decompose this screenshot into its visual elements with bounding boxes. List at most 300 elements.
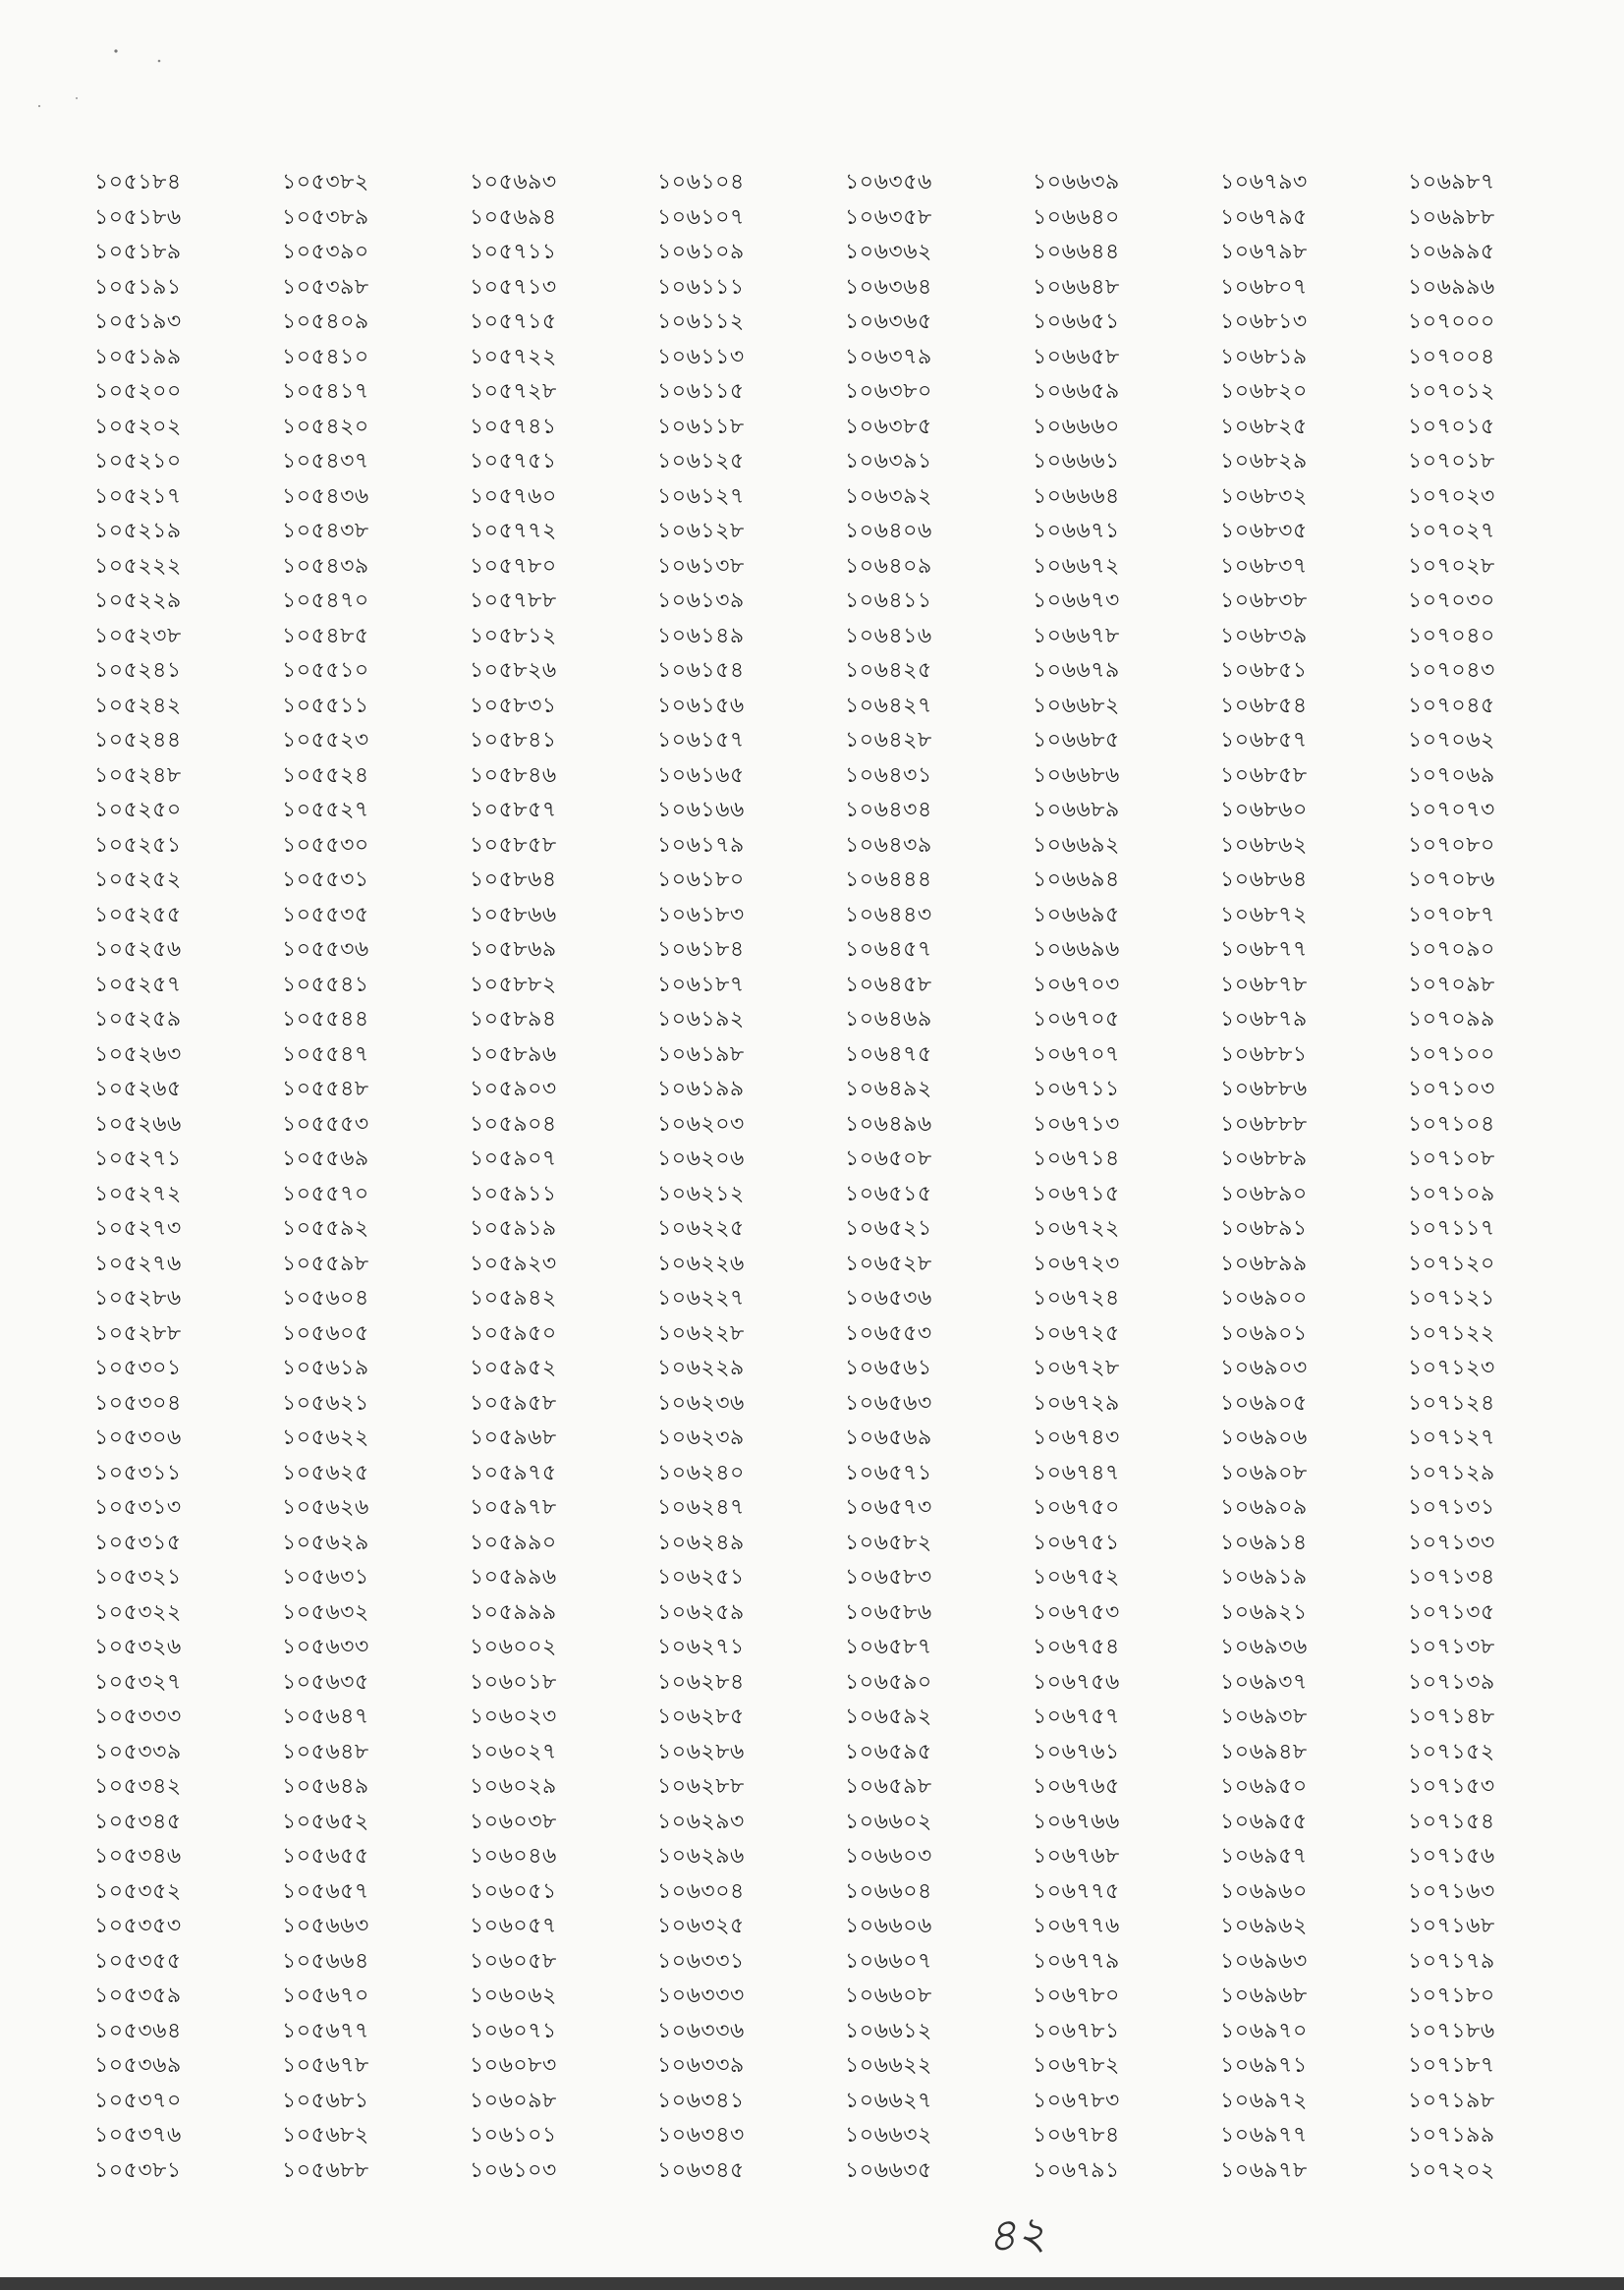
roll-number: ১০৫৬৫৫ [282, 1844, 369, 1869]
roll-number: ১০৬৬৩৫ [845, 2157, 932, 2183]
roll-number: ১০৬৮৩৫ [1220, 519, 1308, 543]
roll-number: ১০৭১৩৫ [1408, 1599, 1495, 1625]
roll-number: ১০৬৬৬১ [1033, 449, 1120, 474]
roll-number: ১০৫২৭৩ [94, 1216, 182, 1241]
roll-number: ১০৫৩৮৯ [282, 204, 369, 230]
roll-number: ১০৭০৯৯ [1408, 1007, 1495, 1032]
roll-number: ১০৬৮৮৮ [1220, 1111, 1308, 1137]
roll-number: ১০৬২২৯ [657, 1356, 745, 1380]
roll-number: ১০৭১৯৮ [1408, 2088, 1495, 2113]
roll-number: ১০৬১৪৯ [657, 623, 745, 648]
roll-number: ১০৫৫৭০ [282, 1181, 369, 1206]
page-number: ৪২ [984, 2205, 1048, 2263]
roll-number: ১০৭১৫৬ [1408, 1844, 1495, 1869]
roll-number: ১০৭১৫৪ [1408, 1809, 1495, 1834]
roll-number: ১০৬৭৪৭ [1033, 1460, 1120, 1485]
roll-number: ১০৬৭১১ [1033, 1077, 1120, 1101]
roll-number: ১০৬৮৫৮ [1220, 762, 1308, 788]
roll-number: ১০৬০৫১ [470, 1878, 557, 1904]
roll-number: ১০৬১০১ [470, 2123, 557, 2148]
roll-number: ১০৬৬৫৮ [1033, 344, 1120, 369]
roll-number: ১০৭১৪৮ [1408, 1704, 1495, 1729]
roll-number: ১০৬২২৮ [657, 1320, 745, 1346]
roll-number: ১০৭০৯০ [1408, 937, 1495, 962]
roll-number: ১০৬৯৮৭ [1408, 170, 1495, 195]
roll-number: ১০৬৫৭৩ [845, 1495, 932, 1520]
roll-number: ১০৫৮৬৪ [470, 867, 557, 892]
roll-number: ১০৫১৯৩ [94, 309, 182, 334]
roll-number: ১০৭১৬৮ [1408, 1914, 1495, 1938]
roll-number: ১০৫৭৫১ [470, 449, 557, 474]
roll-number: ১০৫৫৯৮ [282, 1251, 369, 1276]
roll-number: ১০৫২৫৯ [94, 1007, 182, 1032]
roll-number: ১০৬৭৫০ [1033, 1495, 1120, 1520]
roll-number: ১০৬৭০৩ [1033, 972, 1120, 997]
roll-number: ১০৬১১৮ [657, 414, 745, 439]
roll-number: ১০৫৪৩৮ [282, 519, 369, 543]
roll-number: ১০৭১৫২ [1408, 1739, 1495, 1764]
roll-number: ১০৬০৫৮ [470, 1948, 557, 1974]
roll-number: ১০৬১১১ [657, 274, 745, 300]
roll-number: ১০৫৯৭৮ [470, 1495, 557, 1520]
roll-number: ১০৫৫৫৩ [282, 1111, 369, 1137]
roll-number: ১০৬৭৯১ [1033, 2157, 1120, 2183]
roll-number: ১০৬৬৩২ [845, 2123, 932, 2148]
roll-number: ১০৬৮০৭ [1220, 274, 1308, 300]
roll-number: ১০৬৫৯৮ [845, 1774, 932, 1799]
roll-number: ১০৫৯৯৬ [470, 1565, 557, 1590]
roll-number: ১০৬১৮৪ [657, 937, 745, 962]
roll-number: ১০৬৭২২ [1033, 1216, 1120, 1241]
roll-number: ১০৫৬২৬ [282, 1495, 369, 1520]
roll-number: ১০৫৬৭৭ [282, 2018, 369, 2043]
roll-number: ১০৫৮৬৯ [470, 937, 557, 962]
roll-number: ১০৬৮৯৯ [1220, 1251, 1308, 1276]
roll-number: ১০৬৬৮৫ [1033, 728, 1120, 753]
roll-number: ১০৫৮৫৮ [470, 832, 557, 858]
roll-number: ১০৬৫৭১ [845, 1460, 932, 1485]
roll-number: ১০৫৫২৩ [282, 728, 369, 753]
roll-number: ১০৬৬০৩ [845, 1844, 932, 1869]
roll-number: ১০৫৮৪৬ [470, 762, 557, 788]
roll-number: ১০৬৩০৪ [657, 1878, 745, 1904]
roll-number: ১০৫৬৪৯ [282, 1774, 369, 1799]
roll-number: ১০৫৭১১ [470, 240, 557, 264]
roll-number: ১০৬৯৬০ [1220, 1878, 1308, 1904]
roll-number: ১০৫২৭৬ [94, 1251, 182, 1276]
roll-number: ১০৬৯০৩ [1220, 1356, 1308, 1380]
roll-number: ১০৫৩৭৬ [94, 2123, 182, 2148]
roll-number: ১০৫৬৭৮ [282, 2053, 369, 2078]
roll-number: ১০৭১০৮ [1408, 1146, 1495, 1171]
roll-number: ১০৬৯০৮ [1220, 1460, 1308, 1485]
roll-number: ১০৬১৫৬ [657, 693, 745, 718]
roll-number: ১০৬১১৩ [657, 344, 745, 369]
roll-number: ১০৭১০৯ [1408, 1181, 1495, 1206]
roll-number: ১০৭১৮৬ [1408, 2018, 1495, 2043]
roll-number: ১০৬৮৫৪ [1220, 693, 1308, 718]
roll-number: ১০৭১২১ [1408, 1286, 1495, 1311]
roll-number: ১০৫৬৯৪ [470, 204, 557, 230]
roll-number: ১০৬০৯৮ [470, 2088, 557, 2113]
roll-number: ১০৬৮৬০ [1220, 798, 1308, 822]
roll-number: ১০৬৮১৩ [1220, 309, 1308, 334]
roll-number: ১০৬৮৯০ [1220, 1181, 1308, 1206]
number-column-1 [94, 165, 282, 2188]
roll-number: ১০৬৬৮৬ [1033, 762, 1120, 788]
roll-number: ১০৬২৫১ [657, 1565, 745, 1590]
roll-number: ১০৬৪৪৪ [845, 867, 932, 892]
roll-number: ১০৬৬৭২ [1033, 553, 1120, 579]
roll-number: ১০৬৬৬০ [1033, 414, 1120, 439]
roll-number: ১০৬০২৭ [470, 1739, 557, 1764]
roll-number: ১০৫৯৫৮ [470, 1390, 557, 1416]
roll-number: ১০৬৭১৫ [1033, 1181, 1120, 1206]
roll-number: ১০৫২৬৫ [94, 1077, 182, 1101]
roll-number: ১০৬৬৯৬ [1033, 937, 1120, 962]
roll-number: ১০৬৯৫০ [1220, 1774, 1308, 1799]
roll-number: ১০৬০২৯ [470, 1774, 557, 1799]
roll-number: ১০৫৭৭২ [470, 519, 557, 543]
roll-number: ১০৫৪০৯ [282, 309, 369, 334]
roll-number: ১০৬৩৩৩ [657, 1983, 745, 2008]
roll-number: ১০৫৩৮২ [282, 170, 369, 195]
roll-number: ১০৬৭২৩ [1033, 1251, 1120, 1276]
roll-number: ১০৫২৭২ [94, 1181, 182, 1206]
roll-number: ১০৬১৮৭ [657, 972, 745, 997]
roll-number: ১০৫৮৯৬ [470, 1041, 557, 1067]
number-column-4 [657, 165, 845, 2188]
roll-number: ১০৬৮৩৮ [1220, 588, 1308, 613]
scan-bottom-edge [0, 2277, 1624, 2290]
roll-number: ১০৬২৫৯ [657, 1599, 745, 1625]
roll-number: ১০৬৯৩৭ [1220, 1669, 1308, 1695]
roll-number: ১০৬১৩৮ [657, 553, 745, 579]
roll-number: ১০৫৫৩৫ [282, 902, 369, 927]
roll-number: ১০৫২০০ [94, 379, 182, 404]
roll-number: ১০৫৩৯০ [282, 240, 369, 264]
roll-number: ১০৬৭৬৮ [1033, 1844, 1120, 1869]
roll-number: ১০৬১১৫ [657, 379, 745, 404]
roll-number: ১০৫৩৬৯ [94, 2053, 182, 2078]
scan-speck-marks [29, 39, 187, 128]
roll-number: ১০৬৬৯৫ [1033, 902, 1120, 927]
roll-number: ১০৫৪৩৭ [282, 449, 369, 474]
roll-number: ১০৫৫৪১ [282, 972, 369, 997]
roll-number-grid [94, 165, 1529, 2188]
roll-number: ১০৬২৭১ [657, 1635, 745, 1659]
roll-number: ১০৬৩৩১ [657, 1948, 745, 1974]
roll-number: ১০৬৫৮৬ [845, 1599, 932, 1625]
roll-number: ১০৬৮২৫ [1220, 414, 1308, 439]
roll-number: ১০৬৮৯১ [1220, 1216, 1308, 1241]
roll-number: ১০৬৭০৭ [1033, 1041, 1120, 1067]
roll-number: ১০৫২১৯ [94, 519, 182, 543]
roll-number: ১০৬৯০৯ [1220, 1495, 1308, 1520]
roll-number: ১০৬৫৯৫ [845, 1739, 932, 1764]
roll-number: ১০৬২০৩ [657, 1111, 745, 1137]
roll-number: ১০৬৬৫৯ [1033, 379, 1120, 404]
roll-number: ১০৫৬৩৫ [282, 1669, 369, 1695]
roll-number: ১০৫৮৮২ [470, 972, 557, 997]
roll-number: ১০৫৬০৫ [282, 1320, 369, 1346]
roll-number: ১০৬১০৩ [470, 2157, 557, 2183]
roll-number: ১০৫৯৯০ [470, 1530, 557, 1555]
roll-number: ১০৬৯২১ [1220, 1599, 1308, 1625]
roll-number: ১০৬৬৭৯ [1033, 658, 1120, 683]
roll-number: ১০৬০৪৬ [470, 1844, 557, 1869]
roll-number: ১০৬৮৬৪ [1220, 867, 1308, 892]
roll-number: ১০৬৩৪৩ [657, 2123, 745, 2148]
roll-number: ১০৬৫৯২ [845, 1704, 932, 1729]
roll-number: ১০৬৯৯৬ [1408, 274, 1495, 300]
roll-number: ১০৬১০৭ [657, 204, 745, 230]
roll-number: ১০৬৭৯৩ [1220, 170, 1308, 195]
roll-number: ১০৫২৪৪ [94, 728, 182, 753]
number-column-6 [1033, 165, 1220, 2188]
roll-number: ১০৬৮৩২ [1220, 483, 1308, 509]
roll-number: ১০৬৬৯৪ [1033, 867, 1120, 892]
roll-number: ১০৬১৫৭ [657, 728, 745, 753]
roll-number: ১০৫৩০৬ [94, 1425, 182, 1450]
roll-number: ১০৬৯০৫ [1220, 1390, 1308, 1416]
roll-number: ১০৬৪৫৮ [845, 972, 932, 997]
roll-number: ১০৫৪১০ [282, 344, 369, 369]
roll-number: ১০৬৪৩১ [845, 762, 932, 788]
roll-number: ১০৬৮২৯ [1220, 449, 1308, 474]
roll-number: ১০৬২৯৩ [657, 1809, 745, 1834]
roll-number: ১০৫১৮৯ [94, 240, 182, 264]
roll-number: ১০৭১১৭ [1408, 1216, 1495, 1241]
roll-number: ১০৫২৬৩ [94, 1041, 182, 1067]
roll-number: ১০৬৯৭৭ [1220, 2123, 1308, 2148]
roll-number: ১০৬২৪৭ [657, 1495, 745, 1520]
roll-number: ১০৬৮৩৭ [1220, 553, 1308, 579]
roll-number: ১০৫২৪৮ [94, 762, 182, 788]
roll-number: ১০৫৮১২ [470, 623, 557, 648]
roll-number: ১০৭১০৪ [1408, 1111, 1495, 1137]
roll-number: ১০৫৬৪৮ [282, 1739, 369, 1764]
roll-number: ১০৬৬০৬ [845, 1914, 932, 1938]
roll-number: ১০৫৮২৬ [470, 658, 557, 683]
roll-number: ১০৬৪২৮ [845, 728, 932, 753]
roll-number: ১০৬৬০৪ [845, 1878, 932, 1904]
roll-number: ১০৭০৬৯ [1408, 762, 1495, 788]
roll-number: ১০৬৯৯৫ [1408, 240, 1495, 264]
roll-number: ১০৫২৮৮ [94, 1320, 182, 1346]
roll-number: ১০৫৪১৭ [282, 379, 369, 404]
roll-number: ১০৬৩৩৬ [657, 2018, 745, 2043]
roll-number: ১০৬৫৬৩ [845, 1390, 932, 1416]
roll-number: ১০৬৭৫৬ [1033, 1669, 1120, 1695]
roll-number: ১০৫৬২১ [282, 1390, 369, 1416]
roll-number: ১০৭০৮০ [1408, 832, 1495, 858]
roll-number: ১০৫২১০ [94, 449, 182, 474]
roll-number: ১০৫৯১১ [470, 1181, 557, 1206]
roll-number: ১০৬২৯৬ [657, 1844, 745, 1869]
roll-number: ১০৫৯২৩ [470, 1251, 557, 1276]
roll-number: ১০৬৯১৪ [1220, 1530, 1308, 1555]
roll-number: ১০৬৭৫৪ [1033, 1635, 1120, 1659]
roll-number: ১০৬১৯২ [657, 1007, 745, 1032]
roll-number: ১০৬৬৮৯ [1033, 798, 1120, 822]
roll-number: ১০৬০৮৩ [470, 2053, 557, 2078]
roll-number: ১০৬৩৬৫ [845, 309, 932, 334]
roll-number: ১০৬৩৭৯ [845, 344, 932, 369]
roll-number: ১০৬৬৭১ [1033, 519, 1120, 543]
roll-number: ১০৬৫৮৩ [845, 1565, 932, 1590]
roll-number: ১০৬৭৯৮ [1220, 240, 1308, 264]
roll-number: ১০৫৩৩৯ [94, 1739, 182, 1764]
roll-number: ১০৫৭১৫ [470, 309, 557, 334]
roll-number: ১০৭০১২ [1408, 379, 1495, 404]
roll-number: ১০৬৭৭৯ [1033, 1948, 1120, 1974]
roll-number: ১০৫৮৫৭ [470, 798, 557, 822]
roll-number: ১০৫৩৪২ [94, 1774, 182, 1799]
roll-number: ১০৫৩২২ [94, 1599, 182, 1625]
roll-number: ১০৫২৫১ [94, 832, 182, 858]
roll-number: ১০৭১৫৩ [1408, 1774, 1495, 1799]
roll-number: ১০৫২৬৬ [94, 1111, 182, 1137]
roll-number: ১০৬১৩৯ [657, 588, 745, 613]
roll-number: ১০৫৯৭৫ [470, 1460, 557, 1485]
roll-number: ১০৭০৮৭ [1408, 902, 1495, 927]
number-column-5 [845, 165, 1033, 2188]
roll-number: ১০৬৬০২ [845, 1809, 932, 1834]
roll-number: ১০৬৬১২ [845, 2018, 932, 2043]
roll-number: ১০৭১৩৯ [1408, 1669, 1495, 1695]
roll-number: ১০৫৮৪১ [470, 728, 557, 753]
roll-number: ১০৫৫৯২ [282, 1216, 369, 1241]
roll-number: ১০৬৬২২ [845, 2053, 932, 2078]
roll-number: ১০৫২২২ [94, 553, 182, 579]
roll-number: ১০৫৫৪৮ [282, 1077, 369, 1101]
roll-number: ১০৬১৮০ [657, 867, 745, 892]
roll-number: ১০৭০৭৩ [1408, 798, 1495, 822]
roll-number: ১০৫৬১৯ [282, 1356, 369, 1380]
roll-number: ১০৬৮৭২ [1220, 902, 1308, 927]
roll-number: ১০৬৪০৬ [845, 519, 932, 543]
roll-number: ১০৫৩২৬ [94, 1635, 182, 1659]
roll-number: ১০৫১৯১ [94, 274, 182, 300]
roll-number: ১০৫২৫৫ [94, 902, 182, 927]
roll-number: ১০৬৮৬২ [1220, 832, 1308, 858]
roll-number: ১০৫৩৫৯ [94, 1983, 182, 2008]
roll-number: ১০৬৪০৯ [845, 553, 932, 579]
roll-number: ১০৬৬৪৮ [1033, 274, 1120, 300]
roll-number: ১০৬৬৩৯ [1033, 170, 1120, 195]
roll-number: ১০৬৯০৬ [1220, 1425, 1308, 1450]
roll-number: ১০৬৭১৩ [1033, 1111, 1120, 1137]
roll-number: ১০৫৫৩৬ [282, 937, 369, 962]
number-column-8 [1408, 165, 1596, 2188]
roll-number: ১০৫৭৬০ [470, 483, 557, 509]
roll-number: ১০৬২২৫ [657, 1216, 745, 1241]
roll-number: ১০৫৩৭০ [94, 2088, 182, 2113]
roll-number: ১০৬০১৮ [470, 1669, 557, 1695]
roll-number: ১০৫৬৬৩ [282, 1914, 369, 1938]
roll-number: ১০৬২২৬ [657, 1251, 745, 1276]
roll-number: ১০৬১৬৬ [657, 798, 745, 822]
roll-number: ১০৬৬৭৩ [1033, 588, 1120, 613]
roll-number: ১০৬৩৬২ [845, 240, 932, 264]
roll-number: ১০৫৫৬৯ [282, 1146, 369, 1171]
roll-number: ১০৬১২৮ [657, 519, 745, 543]
roll-number: ১০৫৪৮৫ [282, 623, 369, 648]
roll-number: ১০৫৬২২ [282, 1425, 369, 1450]
roll-number: ১০৫৭৮০ [470, 553, 557, 579]
roll-number: ১০৬৭৮১ [1033, 2018, 1120, 2043]
roll-number: ১০৬৭২৯ [1033, 1390, 1120, 1416]
roll-number: ১০৫৬৮২ [282, 2123, 369, 2148]
roll-number: ১০৫৬৩২ [282, 1599, 369, 1625]
roll-number: ১০৫৬২৫ [282, 1460, 369, 1485]
roll-number: ১০৭১২৭ [1408, 1425, 1495, 1450]
roll-number: ১০৭১০০ [1408, 1041, 1495, 1067]
roll-number: ১০৬২৩৬ [657, 1390, 745, 1416]
roll-number: ১০৬৭৫৩ [1033, 1599, 1120, 1625]
roll-number: ১০৫২২৯ [94, 588, 182, 613]
roll-number: ১০৫২০২ [94, 414, 182, 439]
roll-number: ১০৬৪৬৯ [845, 1007, 932, 1032]
roll-number: ১০৫৭১৩ [470, 274, 557, 300]
roll-number: ১০৭০২৭ [1408, 519, 1495, 543]
roll-number: ১০৬৫৬১ [845, 1356, 932, 1380]
roll-number: ১০৬১১২ [657, 309, 745, 334]
roll-number: ১০৫৩৪৫ [94, 1809, 182, 1834]
roll-number: ১০৬৪৯২ [845, 1077, 932, 1101]
roll-number: ১০৭০৯৮ [1408, 972, 1495, 997]
roll-number: ১০৬৭৮২ [1033, 2053, 1120, 2078]
roll-number: ১০৬২১২ [657, 1181, 745, 1206]
roll-number: ১০৭২০২ [1408, 2157, 1495, 2183]
roll-number: ১০৫৯৫২ [470, 1356, 557, 1380]
roll-number: ১০৬৭৯৫ [1220, 204, 1308, 230]
roll-number: ১০৭০০৪ [1408, 344, 1495, 369]
roll-number: ১০৭০২৩ [1408, 483, 1495, 509]
roll-number: ১০৬৯৮৮ [1408, 204, 1495, 230]
roll-number: ১০৬৭১৪ [1033, 1146, 1120, 1171]
roll-number: ১০৬৮৭৭ [1220, 937, 1308, 962]
roll-number: ১০৬৬৪০ [1033, 204, 1120, 230]
roll-number: ১০৬৯৭৮ [1220, 2157, 1308, 2183]
roll-number: ১০৫২৫০ [94, 798, 182, 822]
roll-number: ১০৫২৫৭ [94, 972, 182, 997]
roll-number: ১০৫৩২৭ [94, 1669, 182, 1695]
roll-number: ১০৬১২৫ [657, 449, 745, 474]
roll-number: ১০৫২৫২ [94, 867, 182, 892]
roll-number: ১০৬৪১১ [845, 588, 932, 613]
roll-number: ১০৬৮৮৬ [1220, 1077, 1308, 1101]
roll-number: ১০৬২৩৯ [657, 1425, 745, 1450]
roll-number: ১০৫৬৫২ [282, 1809, 369, 1834]
roll-number: ১০৫৬৫৭ [282, 1878, 369, 1904]
roll-number: ১০৬২৮৬ [657, 1739, 745, 1764]
roll-number: ১০৬৯৩৮ [1220, 1704, 1308, 1729]
roll-number: ১০৫৩৩৩ [94, 1704, 182, 1729]
roll-number: ১০৬১৮৩ [657, 902, 745, 927]
roll-number: ১০৬৮২০ [1220, 379, 1308, 404]
roll-number: ১০৫৯৫০ [470, 1320, 557, 1346]
roll-number: ১০৬৯৪৮ [1220, 1739, 1308, 1764]
roll-number: ১০৫৫৩০ [282, 832, 369, 858]
roll-number: ১০৫৬৪৭ [282, 1704, 369, 1729]
roll-number: ১০৬৪৭৫ [845, 1041, 932, 1067]
number-column-7 [1220, 165, 1408, 2188]
roll-number: ১০৫৮৩১ [470, 693, 557, 718]
roll-number: ১০৬৭৭৫ [1033, 1878, 1120, 1904]
roll-number: ১০৫৩৫২ [94, 1878, 182, 1904]
